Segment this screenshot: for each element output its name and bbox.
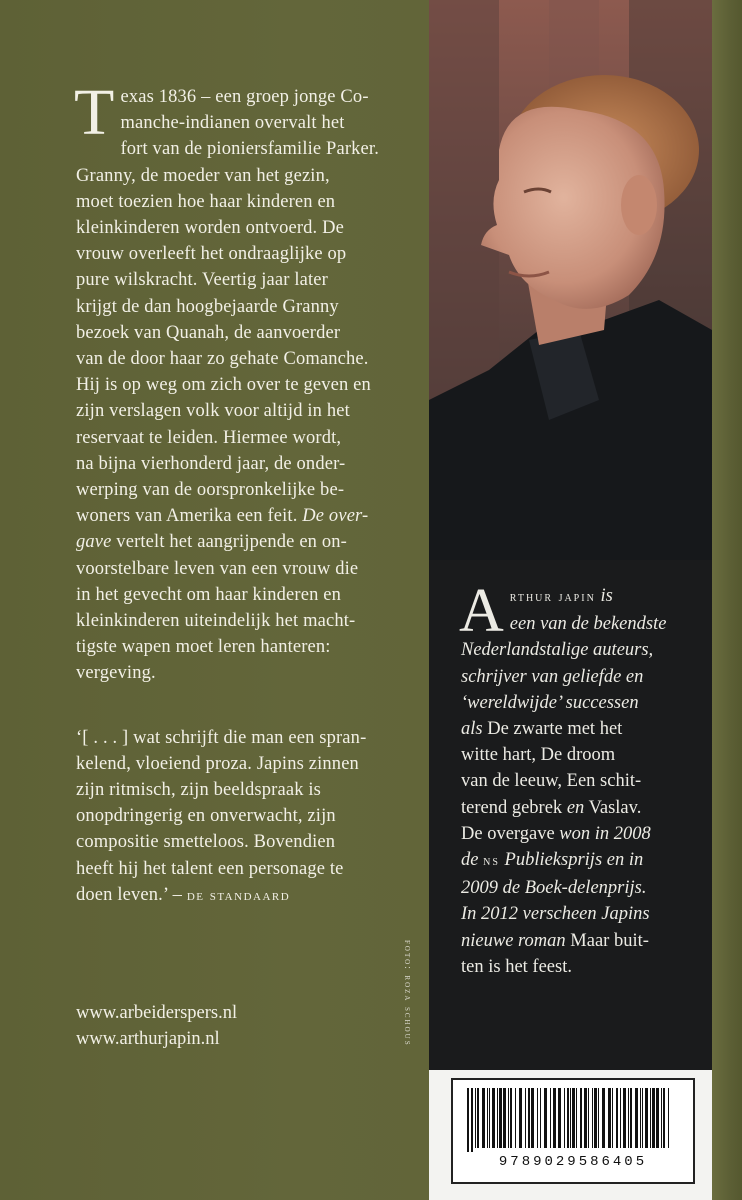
barcode-bar — [642, 1088, 643, 1148]
barcode-bar — [467, 1088, 469, 1152]
blurb-line: kleinkinderen worden ontvoerd. De — [76, 218, 344, 239]
blurb-line: gave vertelt het aangrijpende en on- — [76, 532, 347, 553]
barcode-bar — [492, 1088, 495, 1148]
barcode-bar — [592, 1088, 593, 1148]
blurb-line: manche-indianen overvalt het — [120, 113, 345, 134]
barcode-bar — [588, 1088, 589, 1148]
barcode-area — [429, 1070, 712, 1200]
barcode — [451, 1078, 695, 1184]
barcode-bar — [620, 1088, 621, 1148]
photo-credit: foto: roza schous — [402, 940, 413, 1047]
barcode-bar — [628, 1088, 629, 1148]
spine-edge — [712, 0, 742, 1200]
quote-line: onopdringerig en onverwacht, zijn — [76, 806, 336, 827]
link-arthurjapin[interactable]: www.arthurjapin.nl — [76, 1029, 220, 1049]
barcode-bar — [567, 1088, 569, 1148]
barcode-bar — [623, 1088, 626, 1148]
quote-line: doen leven.’ – de standaard — [76, 884, 291, 905]
barcode-bar — [482, 1088, 485, 1148]
barcode-bar — [471, 1088, 473, 1152]
bio-line: een van de bekendste — [509, 614, 667, 635]
blurb-line: werping van de oorspronkelijke be- — [76, 480, 345, 501]
barcode-bar — [570, 1088, 571, 1148]
barcode-bar — [598, 1088, 599, 1148]
bio-line: 2009 de Boek-delenprijs. — [461, 878, 647, 899]
bio-line: nieuwe roman Maar buit- — [461, 930, 649, 951]
barcode-bar — [477, 1088, 479, 1148]
blurb-line: kleinkinderen uiteindelijk het macht- — [76, 611, 356, 632]
blurb-line: woners van Amerika een feit. De over- — [76, 506, 369, 527]
bio-line: van de leeuw, Een schit- — [461, 771, 642, 792]
barcode-bar — [608, 1088, 611, 1148]
blurb-line: fort van de pioniersfamilie Parker. — [120, 139, 379, 160]
quote-line: kelend, vloeiend proza. Japins zinnen — [76, 753, 359, 774]
barcode-bar — [564, 1088, 565, 1148]
barcode-bar — [528, 1088, 530, 1148]
bio-line: terend gebrek en Vaslav. — [461, 797, 642, 818]
blurb-dropcap: T — [74, 76, 115, 149]
isbn-number: 9789029586405 — [498, 1154, 648, 1170]
bio-dropcap: A — [459, 577, 504, 645]
bio-line: schrijver van geliefde en — [461, 666, 644, 687]
quote-line: heeft hij het talent een personage te — [76, 858, 344, 879]
blurb-text — [74, 76, 406, 687]
barcode-bar — [508, 1088, 509, 1148]
blurb-line: van de door haar zo gehate Comanche. — [76, 349, 369, 370]
review-quote — [76, 725, 406, 909]
barcode-bar — [475, 1088, 476, 1148]
quote-line: compositie smetteloos. Bovendien — [76, 832, 336, 853]
blurb-line: pure wilskracht. Veertig jaar later — [76, 270, 328, 291]
barcode-bar — [531, 1088, 534, 1148]
barcode-bar — [630, 1088, 632, 1148]
barcode-bar — [515, 1088, 516, 1148]
barcode-bar — [640, 1088, 641, 1148]
bio-line: is — [595, 586, 613, 606]
barcode-bar — [663, 1088, 665, 1148]
barcode-bar — [503, 1088, 506, 1148]
barcode-bar — [602, 1088, 605, 1148]
blurb-line: vergeving. — [76, 663, 156, 684]
barcode-bar — [540, 1088, 541, 1148]
barcode-bar — [544, 1088, 547, 1148]
bio-line: ten is het feest. — [461, 956, 572, 977]
blurb-line: zijn verslagen volk voor altijd in het — [76, 401, 350, 422]
barcode-bar — [510, 1088, 512, 1148]
barcode-bar — [537, 1088, 538, 1148]
bio-line: als De zwarte met het — [461, 719, 623, 740]
blurb-line: bezoek van Quanah, de aanvoerder — [76, 322, 341, 343]
barcode-bar — [635, 1088, 638, 1148]
blurb-line: Hij is op weg om zich over te geven en — [76, 375, 371, 396]
barcode-bar — [652, 1088, 655, 1148]
barcode-bar — [487, 1088, 488, 1148]
barcode-bar — [580, 1088, 582, 1148]
website-links — [76, 1000, 237, 1052]
author-name: rthur japin — [509, 590, 596, 605]
barcode-bar — [499, 1088, 502, 1148]
bio-line: ‘wereldwijde’ successen — [461, 692, 639, 713]
blurb-line: Granny, de moeder van het gezin, — [76, 165, 330, 186]
barcode-bar — [594, 1088, 597, 1148]
barcode-bar — [656, 1088, 659, 1148]
blurb-line: krijgt de dan hoogbejaarde Granny — [76, 296, 339, 317]
barcode-bar — [612, 1088, 613, 1148]
blurb-line: exas 1836 – een groep jonge Co- — [120, 87, 369, 107]
author-bio — [459, 577, 701, 980]
quote-source: de standaard — [186, 887, 291, 904]
barcode-bar — [550, 1088, 551, 1148]
quote-line: ‘[ . . . ] wat schrijft die man een spran- — [76, 727, 367, 748]
blurb-line: in het gevecht om haar kinderen en — [76, 584, 342, 605]
bio-line: In 2012 verscheen Japins — [461, 904, 650, 925]
barcode-bar — [525, 1088, 526, 1148]
blurb-column — [74, 76, 406, 909]
barcode-bar — [584, 1088, 587, 1148]
barcode-bars — [465, 1088, 677, 1152]
barcode-bar — [650, 1088, 651, 1148]
barcode-bar — [645, 1088, 648, 1148]
barcode-bar — [668, 1088, 669, 1148]
barcode-bar — [497, 1088, 498, 1148]
quote-line: zijn ritmisch, zijn beeldspraak is — [76, 780, 322, 801]
bio-line: witte hart, De droom — [461, 745, 616, 766]
barcode-bar — [489, 1088, 490, 1148]
blurb-line: vrouw overleeft het ondraaglijke op — [76, 244, 347, 265]
bio-line: de ns Publieksprijs en in — [461, 850, 644, 871]
barcode-bar — [519, 1088, 522, 1148]
barcode-bar — [553, 1088, 556, 1148]
barcode-bar — [661, 1088, 662, 1148]
blurb-line: voorstelbare leven van een vrouw die — [76, 558, 359, 579]
bio-line: Nederlandstalige auteurs, — [461, 640, 654, 661]
barcode-bar — [576, 1088, 577, 1148]
barcode-bar — [558, 1088, 561, 1148]
bio-line: De overgave won in 2008 — [461, 823, 651, 844]
blurb-line: tigste wapen moet leren hanteren: — [76, 637, 331, 658]
blurb-line: moet toezien hoe haar kinderen en — [76, 191, 336, 212]
blurb-line: na bijna vierhonderd jaar, de onder- — [76, 453, 346, 474]
barcode-bar — [616, 1088, 618, 1148]
author-photo — [429, 0, 712, 600]
barcode-bar — [572, 1088, 575, 1148]
link-arbeiderspers[interactable]: www.arbeiderspers.nl — [76, 1003, 238, 1023]
blurb-line: reservaat te leiden. Hiermee wordt, — [76, 427, 342, 448]
